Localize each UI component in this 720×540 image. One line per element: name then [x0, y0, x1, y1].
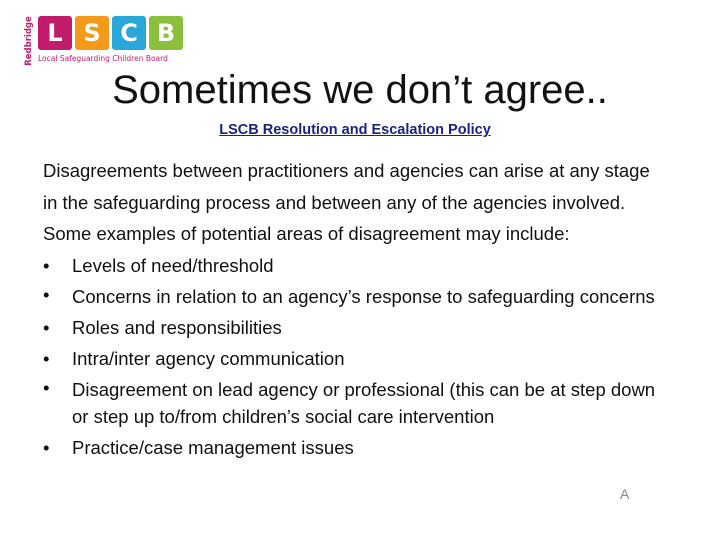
- slide-body: [43, 155, 668, 463]
- list-item-text: Disagreement on lead agency or professional (this can be at step down or step up to/from children’s social care intervention: [72, 378, 656, 427]
- corner-mark: A: [620, 486, 630, 502]
- intro-paragraph: Disagreements between practitioners and agencies can arise at any stage in the safeguarding process and between any of the agencies involved. Some examples of potential areas of disagreement may include:: [43, 160, 650, 244]
- logo-tiles: [38, 16, 183, 50]
- list-item: [43, 374, 668, 432]
- logo-side-text: Redbridge: [24, 16, 34, 66]
- logo-tile-s: S: [75, 16, 109, 50]
- bullet-icon: •: [43, 283, 50, 305]
- bullet-icon: •: [43, 254, 50, 276]
- list-item: [43, 250, 668, 281]
- policy-link[interactable]: LSCB Resolution and Escalation Policy: [219, 122, 491, 138]
- list-item-text: Intra/inter agency communication: [72, 347, 345, 369]
- logo-tile-b: B: [149, 16, 183, 50]
- logo-tile-c: C: [112, 16, 146, 50]
- policy-link-container: [0, 121, 710, 139]
- bullet-icon: •: [43, 376, 50, 398]
- list-item-text: Practice/case management issues: [72, 436, 354, 458]
- bullet-icon: •: [43, 347, 50, 369]
- logo-subtitle: Local Safeguarding Children Board: [38, 54, 168, 63]
- logo-tile-l: L: [38, 16, 72, 50]
- list-item-text: Concerns in relation to an agency’s response to safeguarding concerns: [72, 285, 655, 307]
- list-item: [43, 281, 668, 312]
- lscb-logo: [22, 14, 188, 70]
- list-item: [43, 343, 668, 374]
- bullet-icon: •: [43, 316, 50, 338]
- slide-title: Sometimes we don’t agree..: [112, 68, 608, 112]
- bullet-list: [43, 250, 668, 463]
- list-item-text: Levels of need/threshold: [72, 254, 274, 276]
- logo-side-label: [22, 16, 36, 66]
- list-item-text: Roles and responsibilities: [72, 316, 282, 338]
- list-item: [43, 312, 668, 343]
- bullet-icon: •: [43, 436, 50, 458]
- list-item: [43, 432, 668, 463]
